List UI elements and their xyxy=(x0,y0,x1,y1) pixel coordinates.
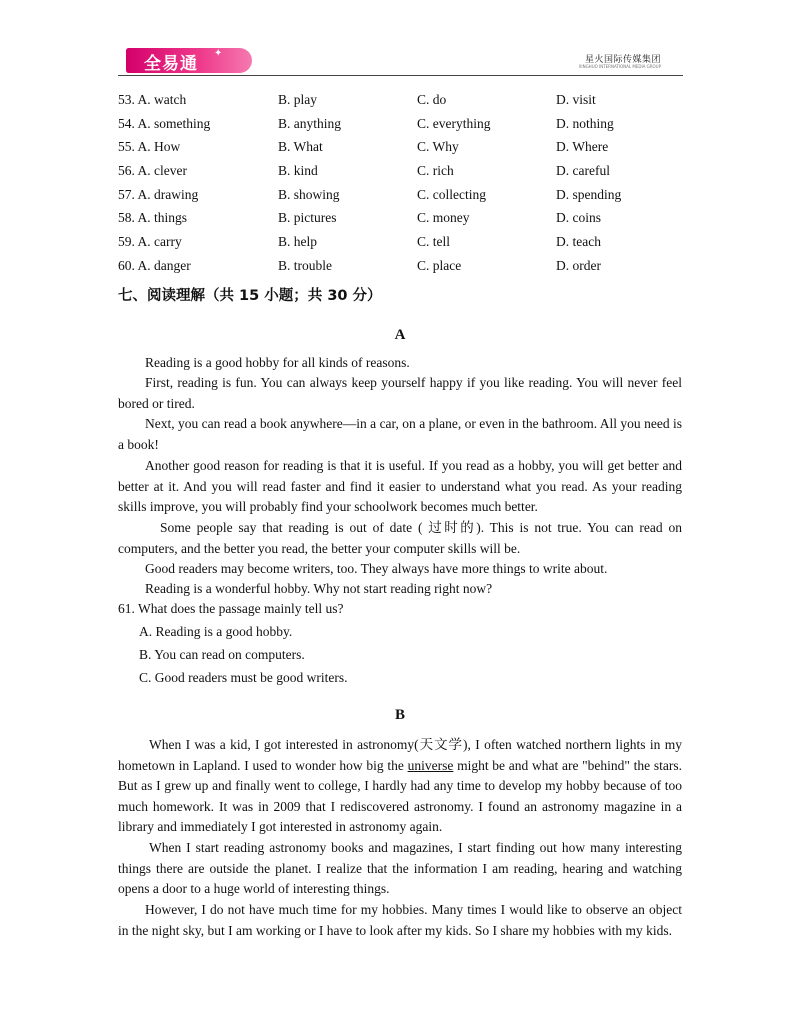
choice-c: C. rich xyxy=(417,163,454,179)
choice-a: 57. A. drawing xyxy=(118,186,199,202)
passage-a-title: A xyxy=(394,327,406,343)
logo-text: 全易通 xyxy=(144,54,198,74)
passage-b-title: B xyxy=(394,707,405,723)
header-rule xyxy=(118,75,683,76)
choice-row xyxy=(118,139,683,163)
option-c: C. Good readers must be good writers. xyxy=(139,670,348,685)
paragraph-text: When I was a kid, I got interested in astronomy(天文学), I often watched northern lights in my hometown in Lapland. I used to wonder how big the xyxy=(118,737,682,773)
option-a: A. Reading is a good hobby. xyxy=(139,624,293,639)
choice-row xyxy=(118,210,683,234)
choice-b: B. kind xyxy=(278,163,318,179)
choice-d: D. careful xyxy=(556,163,610,179)
choice-d: D. order xyxy=(556,257,601,273)
publisher-name: 星火国际传媒集团 xyxy=(584,55,661,65)
choice-d: D. nothing xyxy=(556,115,614,131)
choice-c: C. do xyxy=(417,92,447,107)
choice-c: C. everything xyxy=(417,115,491,131)
paragraph: Good readers may become writers, too. They always have more things to write about. xyxy=(145,561,608,576)
choice-a: 54. A. something xyxy=(118,115,211,131)
option-b: B. You can read on computers. xyxy=(139,647,305,662)
paragraph: Another good reason for reading is that it is useful. If you read as a hobby, you will get better and better at it. And you will read faster and find it easier to understand what you read. As your reading skills improve, you will probably find your schoolwork becomes much better. xyxy=(118,458,682,515)
choice-b: B. anything xyxy=(278,115,341,131)
choice-a: 56. A. clever xyxy=(118,163,187,179)
choice-d: D. visit xyxy=(556,92,596,107)
choice-a: 58. A. things xyxy=(118,210,188,226)
choice-b: B. pictures xyxy=(278,210,337,226)
choice-row xyxy=(118,187,683,211)
choice-c: C. place xyxy=(417,257,462,273)
choice-c: C. collecting xyxy=(417,186,486,202)
paragraph: Some people say that reading is out of date ( 过时的). This is not true. You can read on computers, and the better you read, the better your computer skills will be. xyxy=(118,520,682,556)
paragraph: Next, you can read a book anywhere—in a car, on a plane, or even in the bathroom. All you need is a book! xyxy=(118,416,682,452)
choice-row xyxy=(118,92,683,116)
choice-row xyxy=(118,258,683,282)
choice-a: 60. A. danger xyxy=(118,257,191,273)
choice-b: B. showing xyxy=(278,186,340,202)
choice-d: D. coins xyxy=(556,210,601,226)
choice-b: B. play xyxy=(278,92,317,107)
paragraph xyxy=(118,735,682,838)
choice-d: D. teach xyxy=(556,234,601,250)
choice-b: B. help xyxy=(278,234,317,250)
underlined-word: universe xyxy=(407,757,454,773)
publisher-subtitle: XINGHUO INTERNATIONAL MEDIA GROUP xyxy=(578,64,661,69)
paragraph: Reading is a good hobby for all kinds of reasons. xyxy=(145,355,410,370)
choice-row xyxy=(118,163,683,187)
choice-a: 53. A. watch xyxy=(118,92,187,107)
choice-c: C. Why xyxy=(417,139,459,155)
paragraph: However, I do not have much time for my hobbies. Many times I would like to observe an object in the night sky, but I am working or I have to look after my kids. So I share my hobbies with my kids. xyxy=(118,902,682,938)
choice-a: 55. A. How xyxy=(118,139,181,155)
choice-c: C. money xyxy=(417,210,470,226)
choice-d: D. Where xyxy=(556,139,609,155)
brand-logo xyxy=(126,48,252,73)
choice-list xyxy=(118,92,683,282)
question-61: 61. What does the passage mainly tell us? xyxy=(118,601,344,616)
choice-d: D. spending xyxy=(556,186,622,202)
sparkle-icon: ✦ xyxy=(214,48,223,59)
paragraph-text: might be and what are "behind" the stars. But as I grew up and finally went to college, I hardly had any time to develop my hobby because of too much homework. It was in 2009 that I rediscovered astronomy. I found an astronomy magazine in a library and immediately I got interested in astronomy again. xyxy=(118,757,682,835)
choice-row xyxy=(118,234,683,258)
choice-b: B. trouble xyxy=(278,257,332,273)
choice-row xyxy=(118,116,683,140)
choice-b: B. What xyxy=(278,139,323,155)
paragraph: First, reading is fun. You can always keep yourself happy if you like reading. You will never feel bored or tired. xyxy=(118,375,682,411)
choice-c: C. tell xyxy=(417,234,450,250)
section-heading: 七、阅读理解（共 15 小题；共 30 分） xyxy=(118,288,382,304)
paragraph: When I start reading astronomy books and magazines, I start finding out how many interesting things there are outside the planet. I realize that the information I am reading, hearing and watching opens a door to a huge world of interesting things. xyxy=(118,840,682,897)
page-header xyxy=(118,44,683,76)
paragraph: Reading is a wonderful hobby. Why not start reading right now? xyxy=(145,581,493,596)
choice-a: 59. A. carry xyxy=(118,234,182,250)
